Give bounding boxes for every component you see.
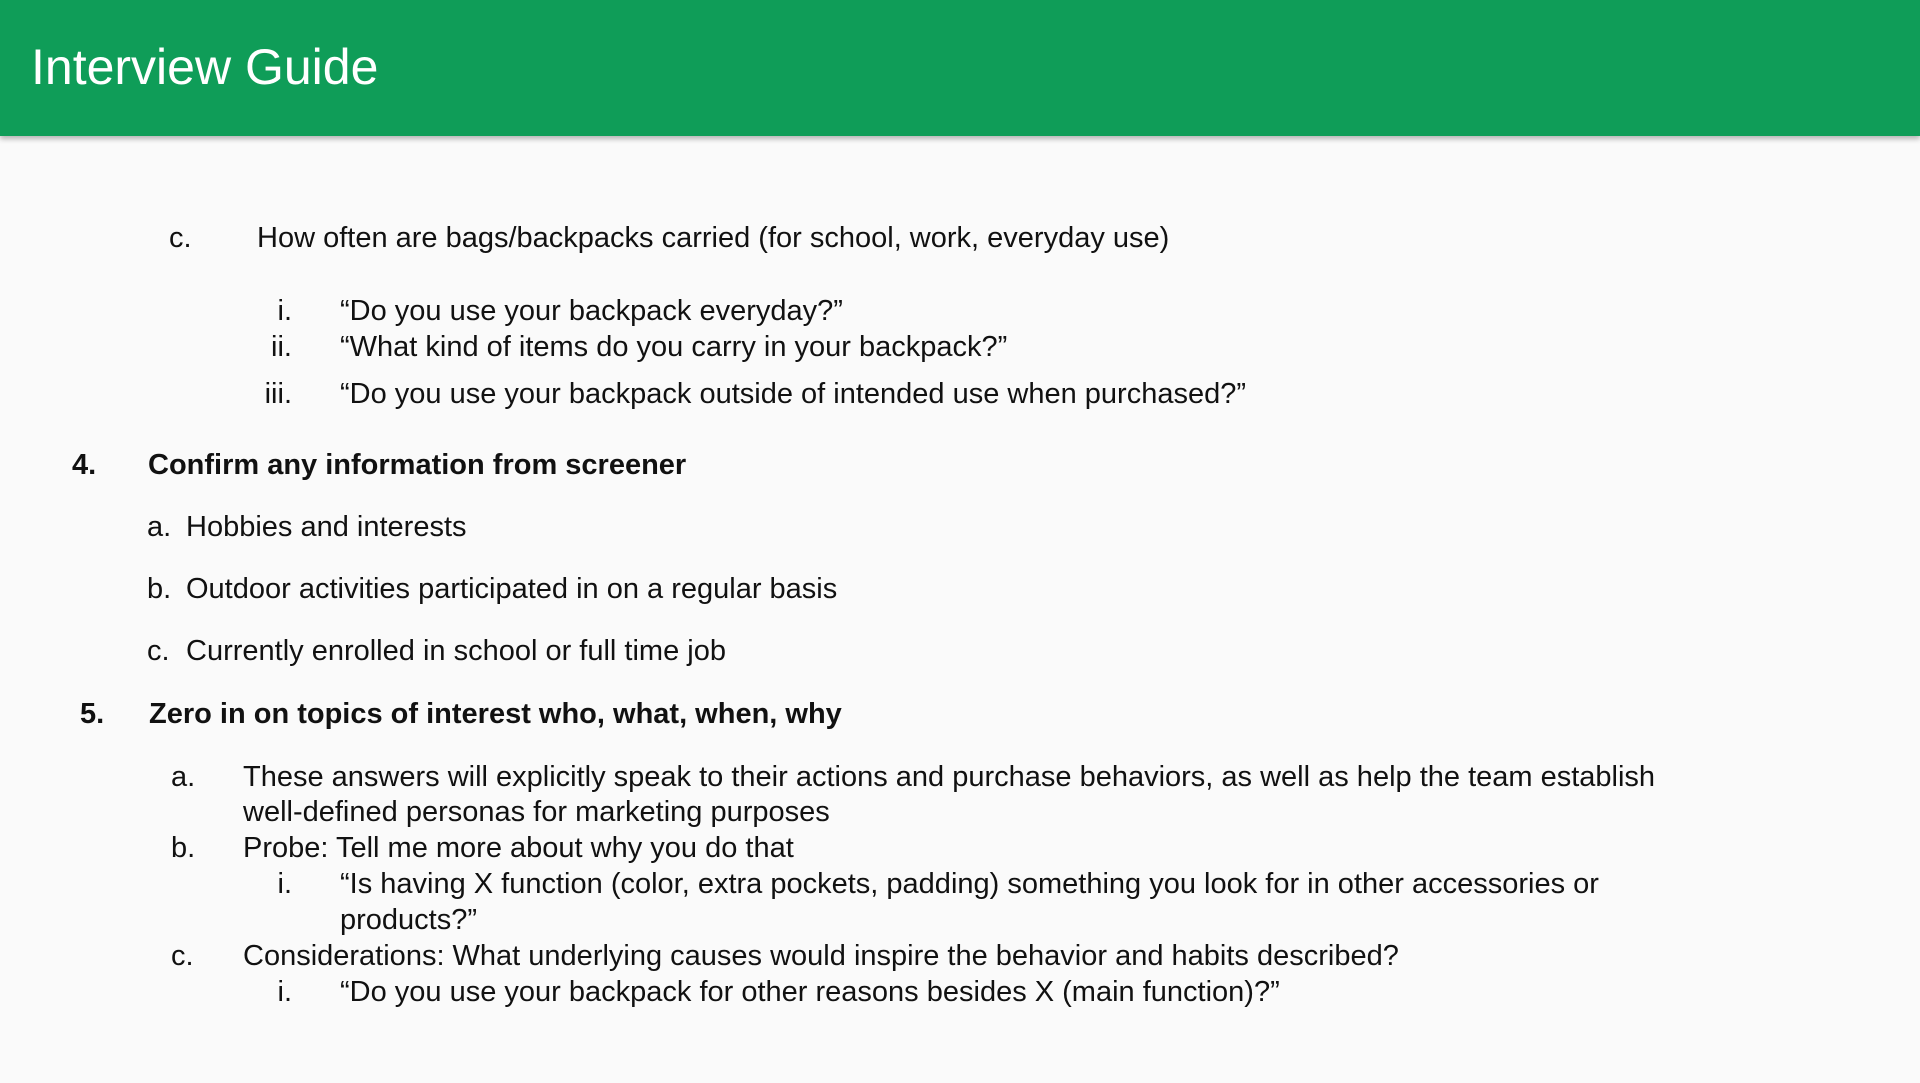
list-marker: b.	[147, 573, 172, 605]
list-item-text: Probe: Tell me more about why you do that	[243, 832, 794, 864]
sub-list-item-text: “What kind of items do you carry in your backpack?”	[340, 331, 1008, 363]
section-number: 5.	[80, 698, 105, 730]
list-marker: c.	[171, 940, 194, 972]
list-marker: c.	[147, 635, 170, 667]
list-item-text: Hobbies and interests	[186, 511, 467, 543]
sub-list-item-text-continued: products?”	[340, 904, 478, 936]
sub-list-marker: i.	[277, 976, 292, 1008]
page-title: Interview Guide	[31, 39, 379, 95]
sub-list-marker: ii.	[271, 331, 292, 363]
section-heading: Confirm any information from screener	[148, 449, 687, 481]
sub-list-marker: iii.	[264, 378, 292, 410]
list-marker: c.	[169, 222, 192, 254]
list-marker: a.	[171, 761, 196, 793]
list-item-text: How often are bags/backpacks carried (for school, work, everyday use)	[257, 222, 1170, 254]
list-item-text: Outdoor activities participated in on a regular basis	[186, 573, 838, 605]
header-bar	[0, 0, 1920, 136]
section-number: 4.	[72, 449, 97, 481]
sub-list-item-text: “Is having X function (color, extra pockets, padding) something you look for in other accessories or	[340, 868, 1599, 900]
sub-list-marker: i.	[277, 868, 292, 900]
sub-list-item-text: “Do you use your backpack outside of intended use when purchased?”	[340, 378, 1247, 410]
sub-list-item-text: “Do you use your backpack everyday?”	[340, 295, 843, 327]
list-marker: b.	[171, 832, 196, 864]
sub-list-item-text: “Do you use your backpack for other reasons besides X (main function)?”	[340, 976, 1280, 1008]
list-item-text: Currently enrolled in school or full time job	[186, 635, 726, 667]
list-item-text-continued: well-defined personas for marketing purposes	[243, 796, 830, 828]
list-marker: a.	[147, 511, 172, 543]
list-item-text: These answers will explicitly speak to their actions and purchase behaviors, as well as help the team establish	[243, 761, 1656, 793]
sub-list-marker: i.	[277, 295, 292, 327]
section-heading: Zero in on topics of interest who, what, when, why	[149, 698, 842, 730]
list-item-text: Considerations: What underlying causes would inspire the behavior and habits described?	[243, 940, 1399, 972]
